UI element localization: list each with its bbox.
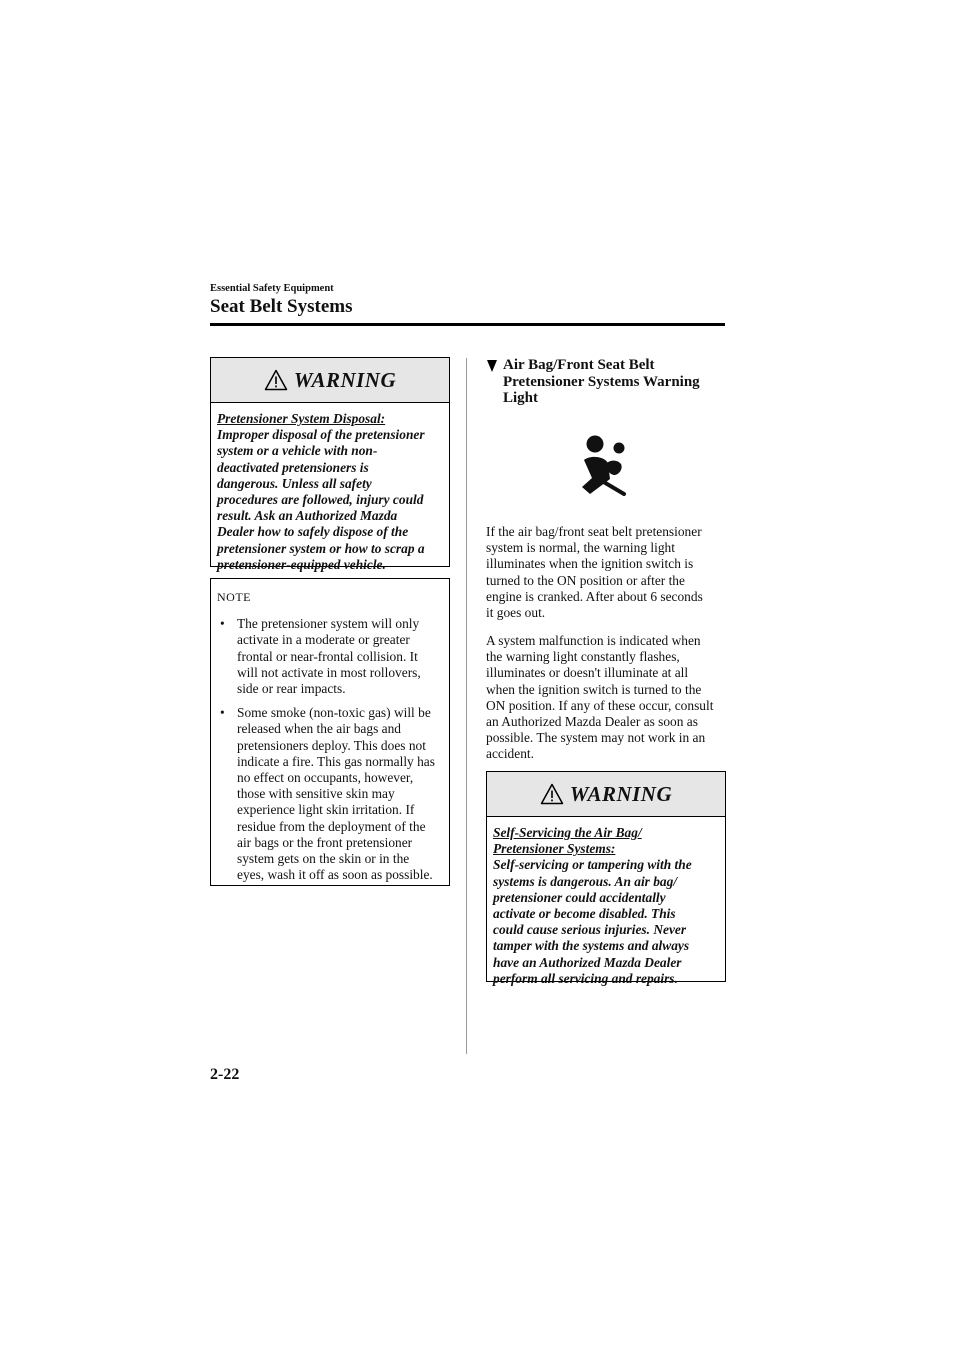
warning-line: result. Ask an Authorized Mazda — [217, 508, 398, 524]
note-line: pretensioners deploy. This does not — [237, 737, 426, 753]
warning-line: procedures are followed, injury could — [217, 492, 424, 508]
paragraph-line: illuminates or doesn't illuminate at all — [486, 665, 689, 681]
warning-triangle-icon — [540, 783, 564, 805]
paragraph-line: when the ignition switch is turned to the — [486, 681, 702, 697]
note-line: will not activate in most rollovers, — [237, 664, 421, 680]
warning-header — [211, 358, 449, 403]
warning-line: Improper disposal of the pretensioner — [217, 427, 425, 443]
warning-line: pretensioner could accidentally — [493, 889, 666, 905]
warning-line: pretensioner-equipped vehicle. — [217, 556, 386, 572]
paragraph-line: the warning light constantly flashes, — [486, 649, 680, 665]
note-line: air bags or the front pretensioner — [237, 834, 413, 850]
warning-box-self-servicing — [486, 771, 726, 986]
note-line: side or rear impacts. — [237, 681, 346, 697]
warning-title: Pretensioner System Disposal: — [217, 411, 386, 426]
warning-line: systems is dangerous. An air bag/ — [493, 873, 678, 889]
warning-header — [487, 772, 725, 817]
note-line: released when the air bags and — [237, 721, 401, 737]
warning-line: Dealer how to safely dispose of the — [217, 524, 409, 540]
note-line: frontal or near-frontal collision. It — [237, 648, 418, 664]
paragraph-malfunction — [486, 633, 731, 763]
warning-body — [487, 817, 725, 995]
page-title: Seat Belt Systems — [210, 296, 353, 317]
paragraph-line: A system malfunction is indicated when — [486, 633, 701, 648]
warning-triangle-icon — [264, 369, 288, 391]
paragraph-line: If the air bag/front seat belt pretensioner — [486, 524, 702, 539]
page-number: 2-22 — [210, 1066, 240, 1083]
warning-title: Pretensioner Systems: — [493, 841, 616, 857]
note-item — [217, 616, 443, 697]
warning-line: have an Authorized Mazda Dealer — [493, 954, 682, 970]
warning-title: Self-Servicing the Air Bag/ — [493, 825, 642, 840]
column-divider — [466, 358, 467, 1054]
note-line: no effect on occupants, however, — [237, 770, 414, 786]
warning-line: activate or become disabled. This — [493, 906, 676, 922]
note-line: experience light skin irritation. If — [237, 802, 415, 818]
section-label: Essential Safety Equipment — [210, 283, 334, 294]
subsection-heading-line: Air Bag/Front Seat Belt — [503, 357, 655, 373]
note-line: activate in a moderate or greater — [237, 632, 410, 648]
subsection-heading-line: Light — [503, 390, 539, 406]
warning-line: tamper with the systems and always — [493, 938, 690, 954]
note-box — [210, 578, 450, 886]
header-rule — [210, 323, 725, 326]
note-line: The pretensioner system will only — [237, 616, 420, 632]
warning-line: deactivated pretensioners is — [217, 459, 369, 475]
warning-line: pretensioner system or how to scrap a — [217, 540, 425, 556]
note-line: system gets on the skin or in the — [237, 851, 410, 867]
warning-line: Self-servicing or tampering with the — [493, 857, 692, 873]
note-line: residue from the deployment of the — [237, 818, 426, 834]
paragraph-line: system is normal, the warning light — [486, 540, 675, 556]
note-line: eyes, wash it off as soon as possible. — [237, 867, 433, 883]
paragraph-line: turned to the ON position or after the — [486, 572, 685, 588]
bullet-icon: • — [220, 616, 225, 632]
warning-label: WARNING — [293, 367, 397, 392]
warning-label: WARNING — [569, 781, 673, 806]
paragraph-normal-operation — [486, 524, 731, 621]
paragraph-line: ON position. If any of these occur, consult — [486, 697, 714, 713]
paragraph-line: it goes out. — [486, 605, 546, 621]
paragraph-line: possible. The system may not work in an — [486, 730, 706, 746]
triangle-bullet-icon — [486, 359, 498, 373]
warning-line: system or a vehicle with non- — [217, 443, 378, 459]
paragraph-line: illuminates when the ignition switch is — [486, 556, 694, 572]
note-label: NOTE — [217, 590, 251, 604]
paragraph-line: engine is cranked. After about 6 seconds — [486, 588, 703, 604]
warning-line: perform all servicing and repairs. — [493, 970, 678, 986]
paragraph-line: accident. — [486, 746, 534, 762]
warning-body — [211, 403, 449, 581]
subsection-heading — [486, 357, 726, 407]
bullet-icon: • — [220, 705, 225, 721]
note-item — [217, 705, 443, 883]
note-line: indicate a fire. This gas normally has — [237, 753, 435, 769]
airbag-warning-light-icon — [580, 434, 632, 496]
warning-box-disposal — [210, 357, 450, 572]
paragraph-line: an Authorized Mazda Dealer as soon as — [486, 714, 698, 730]
warning-line: dangerous. Unless all safety — [217, 475, 372, 491]
note-line: those with sensitive skin may — [237, 786, 395, 802]
warning-line: could cause serious injuries. Never — [493, 922, 687, 938]
note-line: Some smoke (non-toxic gas) will be — [237, 705, 431, 721]
subsection-heading-line: Pretensioner Systems Warning — [503, 373, 700, 390]
